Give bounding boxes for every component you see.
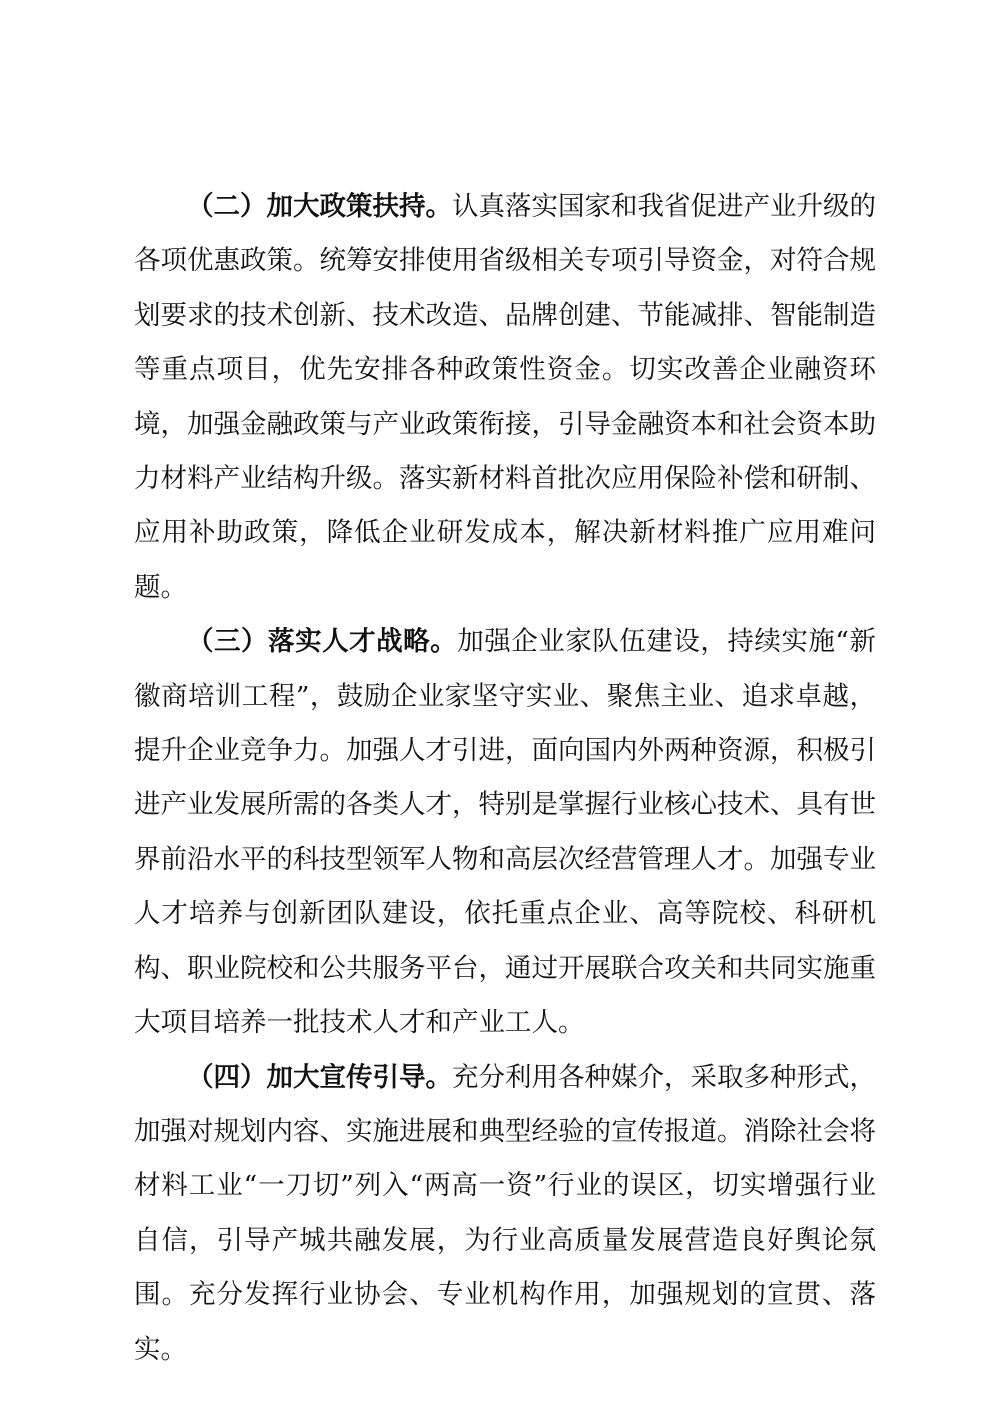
paragraph-text: 充分利用各种媒介，采取多种形式，加强对规划内容、实施进展和典型经验的宣传报道。消除社会将材料工业“一刀切”列入“两高一资”行业的误区，切实增强行业自信，引导产城共融发展，为行业高质量发展营造良好舆论氛围。充分发挥行业协会、专业机构作用，加强规划的宣贯、落实。 — [134, 1061, 876, 1365]
section-heading-policy-support: （二）加大政策扶持。 — [187, 191, 452, 222]
section-heading-publicity-guidance: （四）加大宣传引导。 — [187, 1061, 452, 1093]
document-body — [134, 180, 876, 1377]
paragraph-text: 加强企业家队伍建设，持续实施“新徽商培训工程”，鼓励企业家坚守实业、聚焦主业、追求卓越，提升企业竞争力。加强人才引进，面向国内外两种资源，积极引进产业发展所需的各类人才，特别是掌握行业核心技术、具有世界前沿水平的科技型领军人物和高层次经营管理人才。加强专业人才培养与创新团队建设，依托重点企业、高等院校、科研机构、职业院校和公共服务平台，通过开展联合攻关和共同实施重大项目培养一批技术人才和产业工人。 — [134, 626, 876, 1039]
paragraph-talent-strategy — [134, 615, 876, 1050]
section-heading-talent-strategy: （三）落实人才战略。 — [187, 626, 458, 658]
paragraph-text: 认真落实国家和我省促进产业升级的各项优惠政策。统筹安排使用省级相关专项引导资金，对符合规划要求的技术创新、技术改造、品牌创建、节能减排、智能制造等重点项目，优先安排各种政策性资金。切实改善企业融资环境，加强金融政策与产业政策衔接，引导金融资本和社会资本助力材料产业结构升级。落实新材料首批次应用保险补偿和研制、应用补助政策，降低企业研发成本，解决新材料推广应用难问题。 — [134, 191, 876, 603]
paragraph-policy-support — [134, 180, 876, 615]
paragraph-publicity-guidance — [134, 1051, 876, 1377]
